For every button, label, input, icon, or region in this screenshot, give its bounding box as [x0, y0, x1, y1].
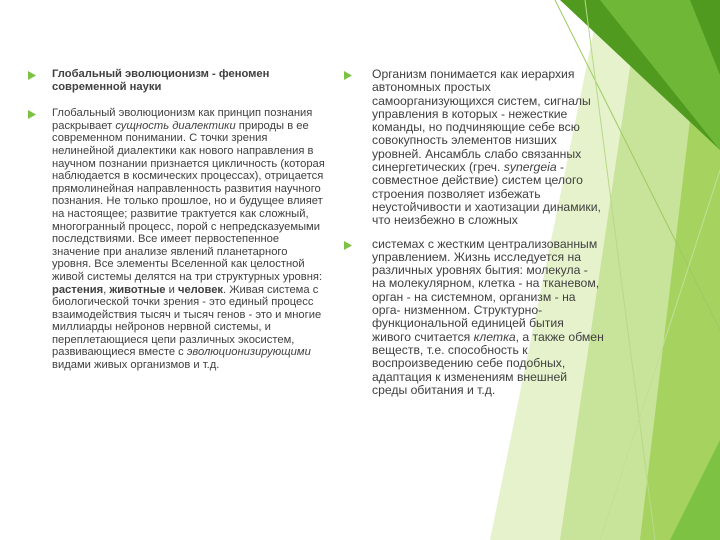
- list-item: [28, 107, 328, 371]
- paragraph-text: Организм понимается как иерархия автономных простых самоорганизующихся систем, сигналы управления в которых - нежесткие команды, но подчиняющие себе всю совокупность элементов низших уровней. Ансамбль слабо связанных синергетических (греч. synergeia - совместное действие) систем целого строения позволяет избежать неустойчивости и хаотизации динамики, что неизбежно в сложных: [372, 67, 601, 228]
- triangle-bullet-icon: [344, 71, 354, 81]
- paragraph-text: Глобальный эволюционизм как принцип познания раскрывает сущность диалектики природы в ее современном понимании. С точки зрения нелинейной диалектики как нового направления в научном познании признается цикличность (которая наблюдается в космических процессах), отрицается прямолинейная направленность развития научного познания. Не только прошлое, но и будущее влияет на настоящее; развитие трактуется как сложный, многогранный процесс, порой с непредсказуемыми последствиями. Все имеет первостепенное значение при анализе явлений планетарного уровня. Все элементы Вселенной как целостной живой системы делятся на три структурных уровня: растения, животные и человек. Живая система с биологической точки зрения - это единый процесс взаимодействия тысяч и тысяч генов - это и многие миллиарды нейронов нервной системы, и переплетающиеся цепи различных экосистем, развивающиеся вместе с эволюционизирующими видами живых организмов и т.д.: [52, 107, 325, 372]
- heading-text: Глобальный эволюционизм - феномен современной науки: [52, 68, 270, 93]
- triangle-bullet-icon: [28, 71, 38, 81]
- list-item: [344, 68, 604, 228]
- triangle-bullet-icon: [344, 241, 354, 251]
- left-column: [28, 68, 328, 372]
- list-item: [344, 238, 604, 398]
- triangle-bullet-icon: [28, 110, 38, 120]
- right-column: [344, 68, 604, 397]
- paragraph-text: системах с жестким централизованным управлением. Жизнь исследуется на различных уровнях бытия: молекула - на молекулярном, клетка - на тканевом, орган - на системном, организм - на орга- низменном. Структурно-функциональной единицей бытия живого считается клетка, а также обмен веществ, т.е. способность к воспроизведению себе подобных, адаптация к изменениям внешней среды обитания и т.д.: [372, 236, 604, 397]
- list-item: [28, 68, 328, 93]
